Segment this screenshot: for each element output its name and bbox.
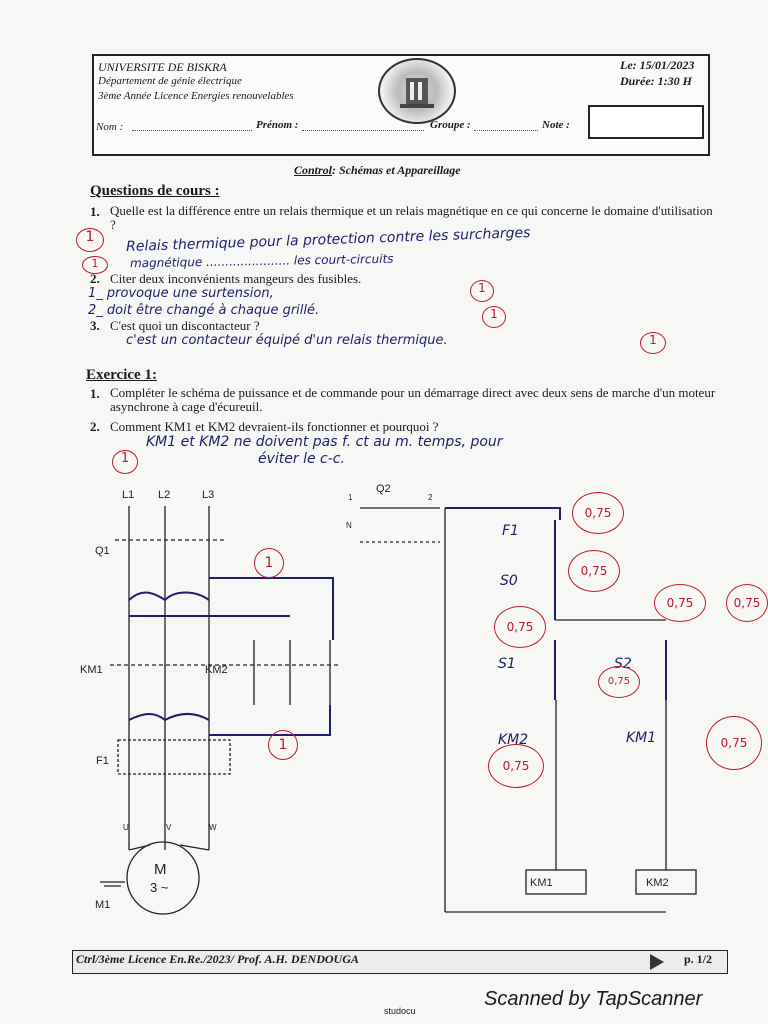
q2-number: 2. [90, 271, 100, 286]
s1-control-label: S1 [498, 656, 516, 672]
nom-label: Nom : [96, 121, 124, 133]
q1-answer-line1: Relais thermique pour la protection contre les surcharges [125, 224, 531, 256]
q1-answer-line2: magnétique ...................... les court-circuits [129, 251, 394, 271]
grade-e2: 1 [112, 450, 138, 474]
grade-f1: 0,75 [572, 492, 624, 534]
motor-term-u: U [123, 823, 129, 832]
km2-label: KM2 [205, 664, 228, 676]
title-prefix: Control [294, 163, 333, 177]
motor-label: M1 [95, 899, 111, 911]
grade-s1: 0,75 [494, 606, 546, 648]
q1-number: 1. [90, 204, 100, 219]
grade-q1: 1 [76, 228, 104, 252]
km2-coil-label: KM2 [646, 877, 669, 889]
grade-q1b: 1 [82, 256, 108, 274]
phase-label-l3: L3 [202, 489, 215, 501]
q2-answer-line2: 2_ doit être changé à chaque grillé. [88, 303, 320, 318]
grade-km-self: 0,75 [598, 666, 640, 698]
footer-text: Ctrl/3ème Licence En.Re./2023/ Prof. A.H. DENDOUGA [76, 952, 359, 966]
control-completion-top [445, 508, 560, 520]
exercise-heading: Exercice 1: [86, 367, 157, 383]
q1-text: Quelle est la différence entre un relais thermique et un relais magnétique en ce qui concerne le domaine d'utilisation ? [110, 203, 713, 232]
km1-interlock-label: KM1 [626, 730, 657, 746]
q3-text: C'est quoi un discontacteur ? [110, 318, 260, 333]
grade-s0: 0,75 [568, 550, 620, 592]
motor-symbol: M [154, 861, 167, 878]
grade-km2-interlock: 0,75 [488, 744, 544, 788]
grade-power-bottom: 1 [268, 730, 298, 760]
f1-label: F1 [96, 755, 109, 767]
title-subtitle: : Schémas et Appareillage [332, 163, 461, 177]
note-label: Note : [542, 119, 570, 131]
page-number: p. 1/2 [684, 952, 713, 966]
e1-number: 1. [90, 386, 100, 401]
km1-coil-label: KM1 [530, 877, 553, 889]
exam-date: Le: 15/01/2023 [620, 58, 695, 72]
grade-q3: 1 [640, 332, 666, 354]
footer-arrow-icon [650, 954, 664, 970]
f1-control-label: F1 [502, 523, 519, 539]
scanner-watermark: Scanned by TapScanner [484, 988, 703, 1010]
studocu-brand: studocu [384, 1006, 416, 1016]
q2-text: Citer deux inconvénients mangeurs des fusibles. [110, 271, 362, 286]
km1-label: KM1 [80, 664, 103, 676]
e1-text: Compléter le schéma de puissance et de commande pour un démarrage direct avec deux sens de marche d'un moteur asynchrone à cage d'écureuil. [110, 385, 716, 414]
q3-answer: c'est un contacteur équipé d'un relais thermique. [126, 333, 448, 348]
grade-s2-top: 0,75 [654, 584, 706, 622]
e2-number: 2. [90, 419, 100, 434]
phase-label-l2: L2 [158, 489, 171, 501]
motor-term-v: V [166, 823, 172, 832]
motor-type: 3 ~ [150, 880, 169, 895]
q2-answer-line1: 1_ provoque une surtension, [88, 286, 274, 301]
university-name: UNIVERSITE DE BISKRA [98, 60, 227, 74]
q1-label: Q1 [95, 545, 110, 557]
e2-answer-line1: KM1 et KM2 ne doivent pas f. ct au m. temps, pour [146, 434, 503, 450]
grade-power-top: 1 [254, 548, 284, 578]
department-name: Département de génie électrique [98, 75, 242, 87]
e2-answer-line2: éviter le c-c. [258, 451, 345, 467]
exam-duration: Durée: 1:30 H [620, 74, 692, 88]
e2-text: Comment KM1 et KM2 devraient-ils fonctionner et pourquoi ? [110, 419, 439, 434]
grade-km1-interlock: 0,75 [706, 716, 762, 770]
q2-label: Q2 [376, 483, 391, 495]
q3-number: 3. [90, 318, 100, 333]
questions-heading: Questions de cours : [90, 183, 220, 199]
neutral-label: N [346, 521, 352, 530]
s2-control-label: S2 [614, 656, 632, 672]
q2-in-term: 1 [348, 493, 353, 502]
q2-out-term: 2 [428, 493, 433, 502]
phase-label-l1: L1 [122, 489, 135, 501]
grade-q2a: 1 [470, 280, 494, 302]
km2-interlock-label: KM2 [498, 732, 529, 748]
prenom-label: Prénom : [256, 119, 299, 131]
grade-s2-right: 0,75 [726, 584, 768, 622]
year-level: 3ème Année Licence Energies renouvelables [98, 90, 294, 102]
motor-term-w: W [209, 823, 217, 832]
grade-q2b: 1 [482, 306, 506, 328]
groupe-label: Groupe : [430, 119, 471, 131]
s0-control-label: S0 [500, 573, 518, 589]
